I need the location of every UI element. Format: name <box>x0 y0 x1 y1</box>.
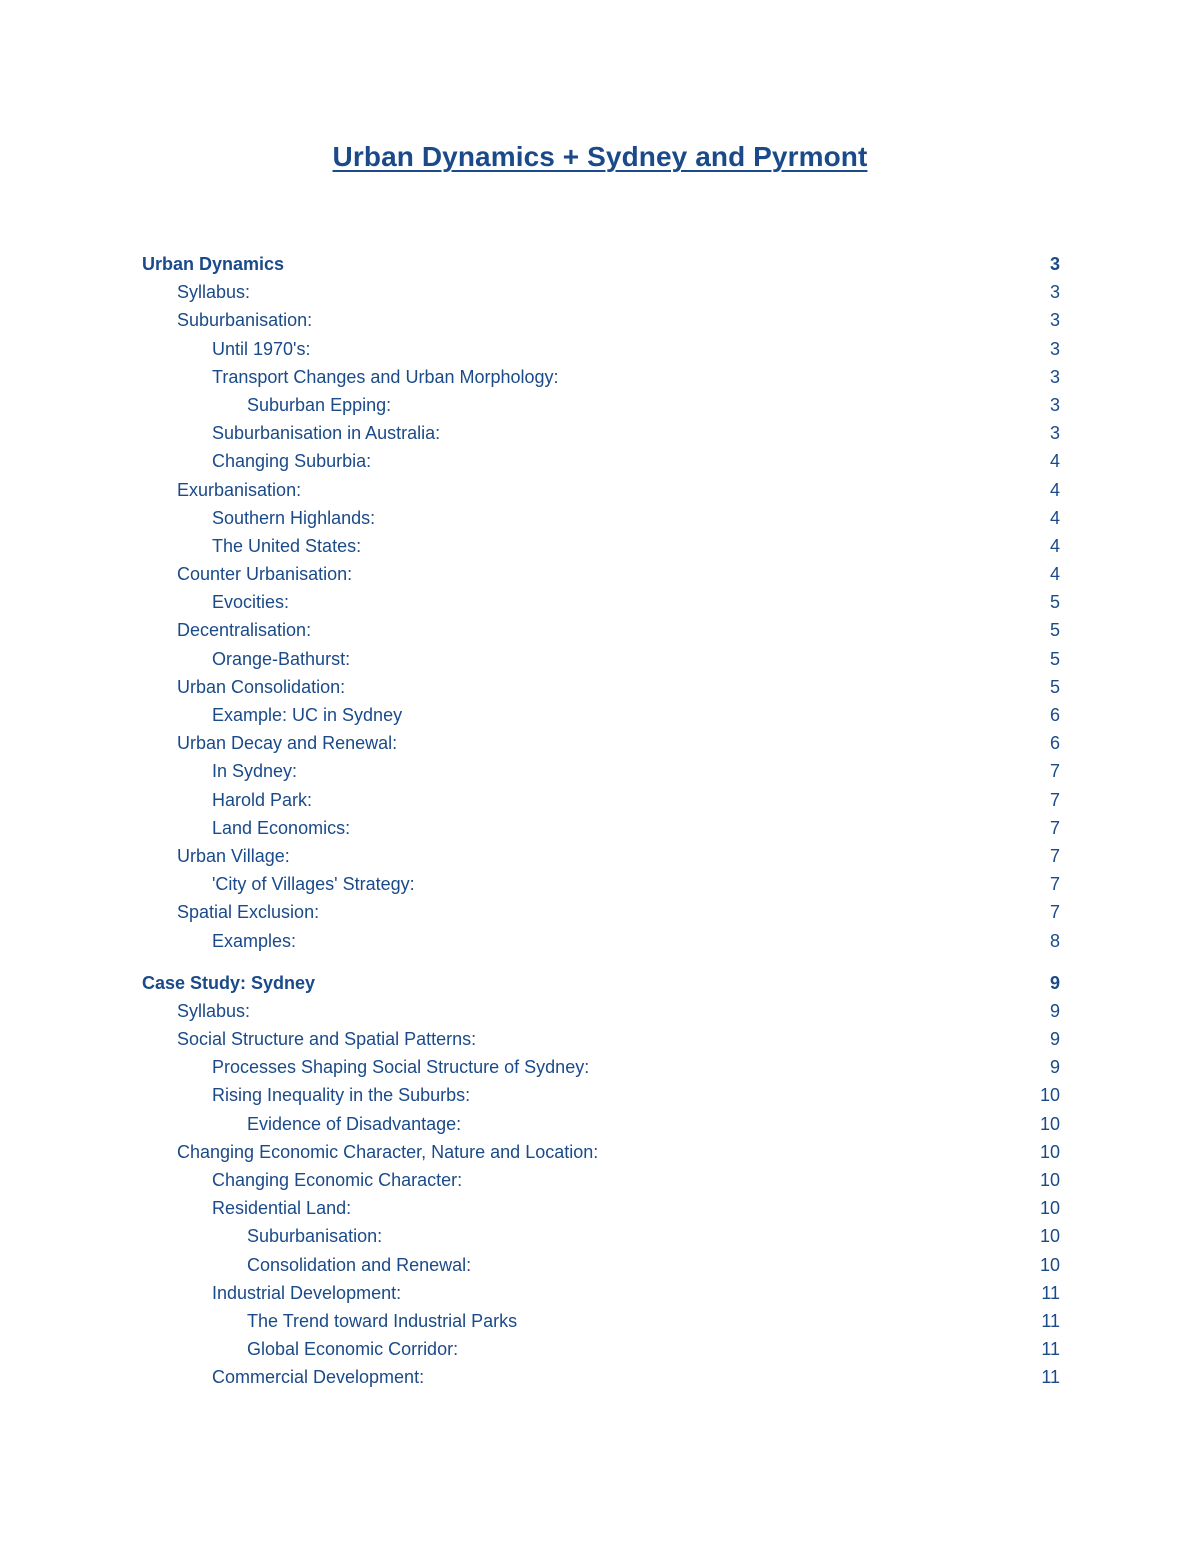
toc-entry-page: 6 <box>1049 733 1060 754</box>
toc-entry-page: 8 <box>1049 930 1060 951</box>
toc-entry-page: 9 <box>1049 1029 1060 1050</box>
toc-entry-page: 7 <box>1049 789 1060 810</box>
toc-entry-processes-shaping[interactable] <box>142 1053 1060 1081</box>
toc-entry-urban-consolidation[interactable] <box>142 673 1060 701</box>
toc-entry-industrial-development[interactable] <box>142 1279 1060 1307</box>
toc-entry-syllabus-sydney[interactable] <box>142 997 1060 1025</box>
toc-entry-label: Spatial Exclusion: <box>177 902 320 923</box>
toc-entry-land-economics[interactable] <box>142 814 1060 842</box>
toc-entry-page: 7 <box>1049 874 1060 895</box>
toc-entry-page: 5 <box>1049 592 1060 613</box>
toc-entry-label: Processes Shaping Social Structure of Sydney: <box>212 1057 590 1078</box>
toc-entry-label: Southern Highlands: <box>212 507 376 528</box>
toc-entry-label: Industrial Development: <box>212 1282 402 1303</box>
toc-entry-suburbanisation-sydney[interactable] <box>142 1222 1060 1250</box>
toc-entry-syllabus[interactable] <box>142 278 1060 306</box>
toc-entry-label: Until 1970's: <box>212 338 311 359</box>
toc-entry-page: 9 <box>1049 1000 1060 1021</box>
toc-entry-page: 7 <box>1049 845 1060 866</box>
toc-entry-label: Harold Park: <box>212 789 313 810</box>
toc-entry-consolidation-renewal[interactable] <box>142 1251 1060 1279</box>
toc-entry-page: 10 <box>1039 1198 1060 1219</box>
toc-entry-label: Urban Consolidation: <box>177 676 346 697</box>
toc-entry-label: Suburban Epping: <box>247 394 392 415</box>
toc-entry-label: The United States: <box>212 535 362 556</box>
toc-entry-label: Suburbanisation: <box>247 1226 383 1247</box>
toc-entry-until-1970s[interactable] <box>142 335 1060 363</box>
toc-entry-transport-changes[interactable] <box>142 363 1060 391</box>
toc-entry-page: 7 <box>1049 761 1060 782</box>
toc-entry-page: 3 <box>1049 310 1060 331</box>
toc-entry-page: 9 <box>1049 1057 1060 1078</box>
toc-entry-label: Land Economics: <box>212 817 351 838</box>
toc-entry-label: The Trend toward Industrial Parks <box>247 1310 518 1331</box>
toc-entry-commercial-development[interactable] <box>142 1363 1060 1391</box>
toc-entry-page: 3 <box>1049 254 1060 274</box>
toc-entry-page: 10 <box>1039 1141 1060 1162</box>
toc-entry-evocities[interactable] <box>142 588 1060 616</box>
toc-entry-page: 4 <box>1049 479 1060 500</box>
toc-entry-page: 11 <box>1041 1339 1060 1360</box>
toc-entry-page: 10 <box>1039 1113 1060 1134</box>
toc-entry-label: Urban Dynamics <box>142 254 285 274</box>
toc-entry-page: 6 <box>1049 705 1060 725</box>
toc-entry-label: Transport Changes and Urban Morphology: <box>212 366 559 387</box>
toc-entry-social-structure[interactable] <box>142 1025 1060 1053</box>
toc-entry-page: 5 <box>1049 676 1060 697</box>
toc-entry-case-study-sydney[interactable] <box>142 969 1060 997</box>
toc-entry-examples[interactable] <box>142 927 1060 955</box>
toc-entry-label: Syllabus: <box>177 282 251 303</box>
toc-entry-label: Orange-Bathurst: <box>212 648 351 669</box>
toc-entry-page: 11 <box>1041 1367 1060 1388</box>
toc-entry-exurbanisation[interactable] <box>142 476 1060 504</box>
toc-entry-page: 10 <box>1039 1170 1060 1190</box>
toc-entry-residential-land[interactable] <box>142 1194 1060 1222</box>
toc-entry-label: Residential Land: <box>212 1198 352 1219</box>
toc-entry-page: 3 <box>1049 394 1060 415</box>
toc-entry-label: Changing Economic Character, Nature and Location: <box>177 1141 599 1162</box>
toc-entry-label: Consolidation and Renewal: <box>247 1254 472 1275</box>
toc-entry-page: 4 <box>1049 564 1060 585</box>
toc-entry-label: Syllabus: <box>177 1000 251 1021</box>
toc-entry-page: 3 <box>1049 282 1060 303</box>
toc-entry-changing-suburbia[interactable] <box>142 447 1060 475</box>
toc-entry-label: Example: UC in Sydney <box>212 705 403 725</box>
toc-entry-label: Decentralisation: <box>177 620 312 641</box>
toc-entry-label: Commercial Development: <box>212 1367 425 1388</box>
toc-entry-page: 11 <box>1041 1282 1060 1303</box>
toc-entry-example-uc-sydney[interactable] <box>142 701 1060 729</box>
toc-entry-united-states[interactable] <box>142 532 1060 560</box>
toc-entry-page: 3 <box>1049 423 1060 444</box>
toc-entry-industrial-parks[interactable] <box>142 1307 1060 1335</box>
toc-entry-label: Evidence of Disadvantage: <box>247 1113 462 1134</box>
toc-entry-page: 4 <box>1049 535 1060 556</box>
toc-entry-spatial-exclusion[interactable] <box>142 898 1060 926</box>
toc-entry-label: Global Economic Corridor: <box>247 1339 459 1360</box>
toc-entry-urban-decay-renewal[interactable] <box>142 729 1060 757</box>
toc-entry-label: Changing Economic Character: <box>212 1170 463 1190</box>
table-of-contents <box>142 250 1060 1392</box>
toc-entry-label: Examples: <box>212 930 297 951</box>
toc-entry-label: Rising Inequality in the Suburbs: <box>212 1085 471 1106</box>
toc-entry-page: 4 <box>1049 451 1060 472</box>
toc-entry-harold-park[interactable] <box>142 786 1060 814</box>
toc-entry-changing-economic-character-nature[interactable] <box>142 1138 1060 1166</box>
toc-entry-label: Social Structure and Spatial Patterns: <box>177 1029 477 1050</box>
toc-entry-city-of-villages[interactable] <box>142 870 1060 898</box>
toc-entry-page: 3 <box>1049 366 1060 387</box>
toc-entry-suburban-epping[interactable] <box>142 391 1060 419</box>
toc-entry-label: Urban Village: <box>177 845 290 866</box>
toc-entry-page: 10 <box>1039 1226 1060 1247</box>
toc-entry-label: 'City of Villages' Strategy: <box>212 874 415 895</box>
toc-entry-page: 10 <box>1039 1254 1060 1275</box>
toc-entry-page: 5 <box>1049 648 1060 669</box>
toc-entry-label: Changing Suburbia: <box>212 451 372 472</box>
toc-entry-counter-urbanisation[interactable] <box>142 560 1060 588</box>
toc-entry-in-sydney[interactable] <box>142 757 1060 785</box>
toc-entry-page: 11 <box>1041 1310 1060 1331</box>
toc-entry-page: 7 <box>1049 817 1060 838</box>
toc-entry-label: Exurbanisation: <box>177 479 302 500</box>
toc-entry-page: 4 <box>1049 507 1060 528</box>
toc-entry-urban-village[interactable] <box>142 842 1060 870</box>
toc-entry-label: Urban Decay and Renewal: <box>177 733 398 754</box>
toc-entry-decentralisation[interactable] <box>142 616 1060 644</box>
toc-entry-page: 10 <box>1039 1085 1060 1106</box>
document-title[interactable]: Urban Dynamics + Sydney and Pyrmont <box>332 141 868 172</box>
toc-entry-orange-bathurst[interactable] <box>142 645 1060 673</box>
toc-entry-urban-dynamics[interactable] <box>142 250 1060 278</box>
toc-entry-southern-highlands[interactable] <box>142 504 1060 532</box>
toc-entry-label: Case Study: Sydney <box>142 972 316 993</box>
toc-entry-label: In Sydney: <box>212 761 298 782</box>
toc-entry-changing-economic-character[interactable] <box>142 1166 1060 1194</box>
toc-entry-evidence-disadvantage[interactable] <box>142 1110 1060 1138</box>
toc-entry-global-economic-corridor[interactable] <box>142 1335 1060 1363</box>
toc-entry-page: 9 <box>1049 972 1060 993</box>
toc-entry-page: 3 <box>1049 338 1060 359</box>
toc-entry-page: 7 <box>1049 902 1060 923</box>
toc-entry-suburbanisation-australia[interactable] <box>142 419 1060 447</box>
toc-entry-rising-inequality[interactable] <box>142 1081 1060 1109</box>
toc-entry-label: Evocities: <box>212 592 290 613</box>
toc-entry-page: 5 <box>1049 620 1060 641</box>
toc-entry-label: Suburbanisation in Australia: <box>212 423 441 444</box>
toc-entry-suburbanisation[interactable] <box>142 306 1060 334</box>
toc-entry-label: Counter Urbanisation: <box>177 564 353 585</box>
toc-entry-label: Suburbanisation: <box>177 310 313 331</box>
